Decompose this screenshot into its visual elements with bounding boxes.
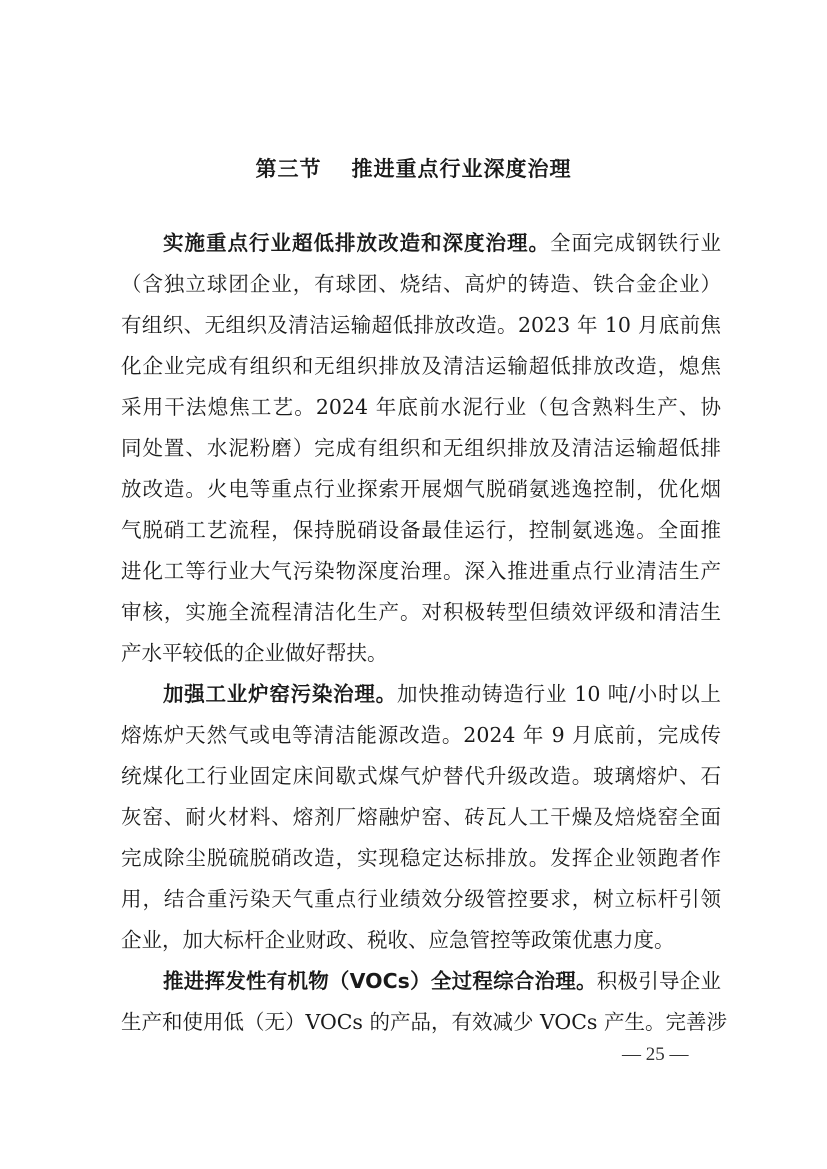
paragraph-line: 统煤化工行业固定床间歇式煤气炉替代升级改造。玻璃熔炉、石 (121, 764, 721, 788)
section-title (0, 153, 827, 183)
paragraph-line: 同处置、水泥粉磨）完成有组织和无组织排放及清洁运输超低排 (121, 436, 721, 460)
paragraph-line: 企业，加大标杆企业财政、税收、应急管控等政策优惠力度。 (121, 928, 675, 952)
paragraph-line: 有组织、无组织及清洁运输超低排放改造。2023 年 10 月底前焦 (121, 313, 721, 337)
paragraph-line: 气脱硝工艺流程，保持脱硝设备最佳运行，控制氨逃逸。全面推 (121, 518, 721, 542)
paragraph-line: （含独立球团企业，有球团、烧结、高炉的铸造、铁合金企业） (121, 272, 721, 296)
paragraph-line: 产水平较低的企业做好帮扶。 (121, 641, 388, 665)
paragraph-first-line (121, 964, 721, 1005)
page-number: — 25 — (622, 1044, 689, 1065)
section-number: 第三节 (255, 157, 322, 181)
paragraph-line: 进化工等行业大气污染物深度治理。深入推进重点行业清洁生产 (121, 559, 721, 583)
paragraph-line: 生产和使用低（无）VOCs 的产品，有效减少 VOCs 产生。完善涉 (121, 1010, 727, 1034)
document-body (121, 226, 727, 1046)
paragraph-line: 完成除尘脱硫脱硝改造，实现稳定达标排放。发挥企业领跑者作 (121, 846, 721, 870)
paragraph-heading: 实施重点行业超低排放改造和深度治理。 (163, 231, 550, 255)
paragraph-text: 积极引导企业 (596, 969, 721, 993)
paragraph-line: 熔炼炉天然气或电等清洁能源改造。2024 年 9 月底前，完成传 (121, 723, 721, 747)
paragraph-first-line (121, 226, 721, 267)
paragraph-line: 化企业完成有组织和无组织排放及清洁运输超低排放改造，熄焦 (121, 354, 721, 378)
paragraph-heading: 加强工业炉窑污染治理。 (163, 682, 397, 706)
paragraph-line: 采用干法熄焦工艺。2024 年底前水泥行业（包含熟料生产、协 (121, 395, 721, 419)
paragraph-heading: 推进挥发性有机物（VOCs）全过程综合治理。 (163, 969, 597, 993)
paragraph-line: 放改造。火电等重点行业探索开展烟气脱硝氨逃逸控制，优化烟 (121, 477, 721, 501)
paragraph-first-line (121, 677, 721, 718)
paragraph-line: 审核，实施全流程清洁化生产。对积极转型但绩效评级和清洁生 (121, 600, 721, 624)
paragraph-line: 用，结合重污染天气重点行业绩效分级管控要求，树立标杆引领 (121, 887, 721, 911)
paragraph-line: 灰窑、耐火材料、熔剂厂熔融炉窑、砖瓦人工干燥及焙烧窑全面 (121, 805, 721, 829)
paragraph-text: 加快推动铸造行业 10 吨/小时以上 (396, 682, 721, 706)
section-heading: 推进重点行业深度治理 (351, 157, 572, 181)
paragraph-text: 全面完成钢铁行业 (550, 231, 721, 255)
